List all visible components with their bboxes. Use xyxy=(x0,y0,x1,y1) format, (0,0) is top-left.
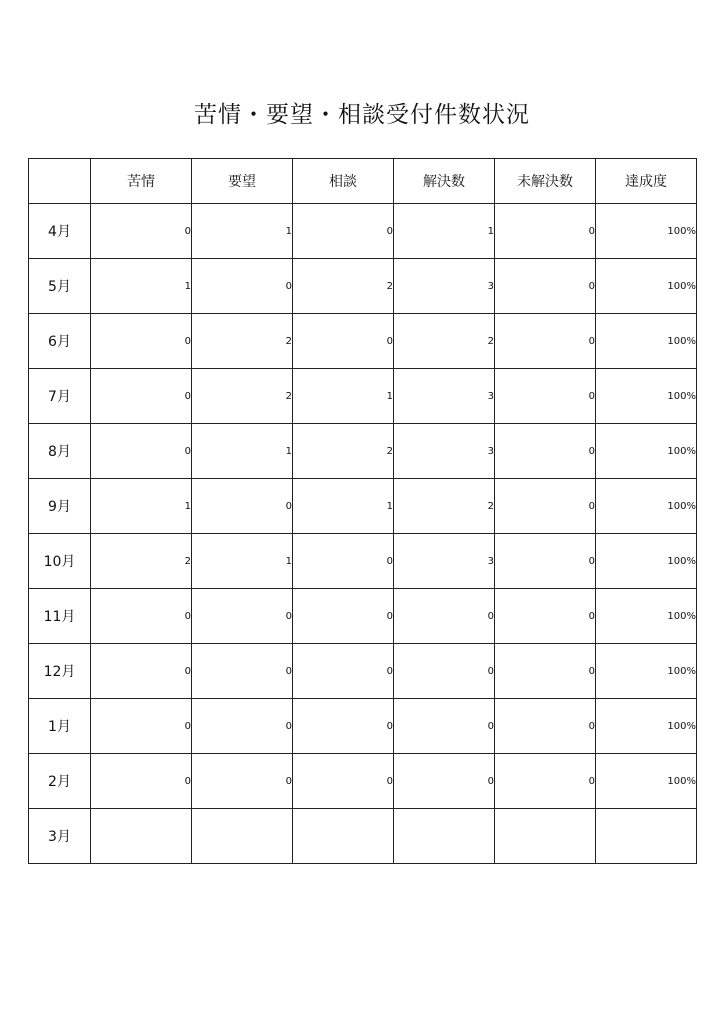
resolved-cell: 0 xyxy=(394,754,495,809)
complaints-cell: 0 xyxy=(91,589,192,644)
page-title: 苦情・要望・相談受付件数状況 xyxy=(194,102,530,128)
table-row xyxy=(29,369,697,424)
consultations-cell: 0 xyxy=(293,204,394,259)
table-row xyxy=(29,589,697,644)
complaints-cell: 2 xyxy=(91,534,192,589)
unresolved-cell: 0 xyxy=(495,259,596,314)
consultations-cell: 0 xyxy=(293,644,394,699)
achievement-cell: 100% xyxy=(596,699,697,754)
header-unresolved: 未解決数 xyxy=(495,159,596,204)
consultations-cell: 2 xyxy=(293,259,394,314)
resolved-cell: 2 xyxy=(394,479,495,534)
header-resolved: 解決数 xyxy=(394,159,495,204)
month-cell: 7月 xyxy=(29,369,91,424)
unresolved-cell: 0 xyxy=(495,589,596,644)
month-cell: 3月 xyxy=(29,809,91,864)
requests-cell: 2 xyxy=(192,314,293,369)
consultations-cell: 1 xyxy=(293,479,394,534)
achievement-cell: 100% xyxy=(596,314,697,369)
achievement-cell: 100% xyxy=(596,424,697,479)
complaints-cell: 1 xyxy=(91,259,192,314)
unresolved-cell: 0 xyxy=(495,699,596,754)
unresolved-cell: 0 xyxy=(495,204,596,259)
table-row xyxy=(29,809,697,864)
consultations-cell: 0 xyxy=(293,314,394,369)
unresolved-cell: 0 xyxy=(495,534,596,589)
header-consultations: 相談 xyxy=(293,159,394,204)
complaints-cell: 0 xyxy=(91,424,192,479)
table-row xyxy=(29,754,697,809)
consultations-cell: 0 xyxy=(293,534,394,589)
header-complaints: 苦情 xyxy=(91,159,192,204)
month-cell: 9月 xyxy=(29,479,91,534)
resolved-cell: 3 xyxy=(394,259,495,314)
table-row xyxy=(29,204,697,259)
requests-cell: 2 xyxy=(192,369,293,424)
requests-cell: 1 xyxy=(192,534,293,589)
table-header-row xyxy=(29,159,697,204)
requests-cell: 0 xyxy=(192,479,293,534)
achievement-cell: 100% xyxy=(596,589,697,644)
complaints-cell xyxy=(91,809,192,864)
month-cell: 12月 xyxy=(29,644,91,699)
requests-cell: 0 xyxy=(192,699,293,754)
requests-cell xyxy=(192,809,293,864)
requests-cell: 0 xyxy=(192,644,293,699)
table-row xyxy=(29,644,697,699)
requests-cell: 0 xyxy=(192,259,293,314)
consultations-cell: 1 xyxy=(293,369,394,424)
achievement-cell xyxy=(596,809,697,864)
resolved-cell xyxy=(394,809,495,864)
unresolved-cell: 0 xyxy=(495,424,596,479)
month-cell: 4月 xyxy=(29,204,91,259)
complaints-cell: 0 xyxy=(91,314,192,369)
month-cell: 10月 xyxy=(29,534,91,589)
achievement-cell: 100% xyxy=(596,644,697,699)
requests-cell: 1 xyxy=(192,424,293,479)
resolved-cell: 1 xyxy=(394,204,495,259)
month-cell: 11月 xyxy=(29,589,91,644)
table-row xyxy=(29,699,697,754)
table-row xyxy=(29,479,697,534)
resolved-cell: 0 xyxy=(394,699,495,754)
month-cell: 6月 xyxy=(29,314,91,369)
unresolved-cell: 0 xyxy=(495,369,596,424)
unresolved-cell: 0 xyxy=(495,754,596,809)
achievement-cell: 100% xyxy=(596,754,697,809)
requests-cell: 0 xyxy=(192,589,293,644)
table-row xyxy=(29,259,697,314)
complaints-cell: 0 xyxy=(91,204,192,259)
resolved-cell: 2 xyxy=(394,314,495,369)
achievement-cell: 100% xyxy=(596,204,697,259)
resolved-cell: 3 xyxy=(394,369,495,424)
unresolved-cell: 0 xyxy=(495,644,596,699)
month-cell: 8月 xyxy=(29,424,91,479)
complaints-cell: 0 xyxy=(91,699,192,754)
consultations-cell xyxy=(293,809,394,864)
month-cell: 1月 xyxy=(29,699,91,754)
consultations-cell: 0 xyxy=(293,589,394,644)
complaints-table xyxy=(28,158,697,864)
resolved-cell: 0 xyxy=(394,644,495,699)
requests-cell: 1 xyxy=(192,204,293,259)
requests-cell: 0 xyxy=(192,754,293,809)
achievement-cell: 100% xyxy=(596,259,697,314)
complaints-cell: 0 xyxy=(91,754,192,809)
table-body xyxy=(29,204,697,864)
consultations-cell: 0 xyxy=(293,754,394,809)
month-cell: 2月 xyxy=(29,754,91,809)
complaints-cell: 1 xyxy=(91,479,192,534)
unresolved-cell: 0 xyxy=(495,314,596,369)
resolved-cell: 3 xyxy=(394,424,495,479)
header-corner xyxy=(29,159,91,204)
header-requests: 要望 xyxy=(192,159,293,204)
resolved-cell: 0 xyxy=(394,589,495,644)
table-row xyxy=(29,534,697,589)
table-row xyxy=(29,424,697,479)
header-achievement: 達成度 xyxy=(596,159,697,204)
resolved-cell: 3 xyxy=(394,534,495,589)
complaints-cell: 0 xyxy=(91,644,192,699)
complaints-cell: 0 xyxy=(91,369,192,424)
achievement-cell: 100% xyxy=(596,369,697,424)
consultations-cell: 2 xyxy=(293,424,394,479)
table-row xyxy=(29,314,697,369)
achievement-cell: 100% xyxy=(596,534,697,589)
unresolved-cell xyxy=(495,809,596,864)
consultations-cell: 0 xyxy=(293,699,394,754)
achievement-cell: 100% xyxy=(596,479,697,534)
month-cell: 5月 xyxy=(29,259,91,314)
unresolved-cell: 0 xyxy=(495,479,596,534)
